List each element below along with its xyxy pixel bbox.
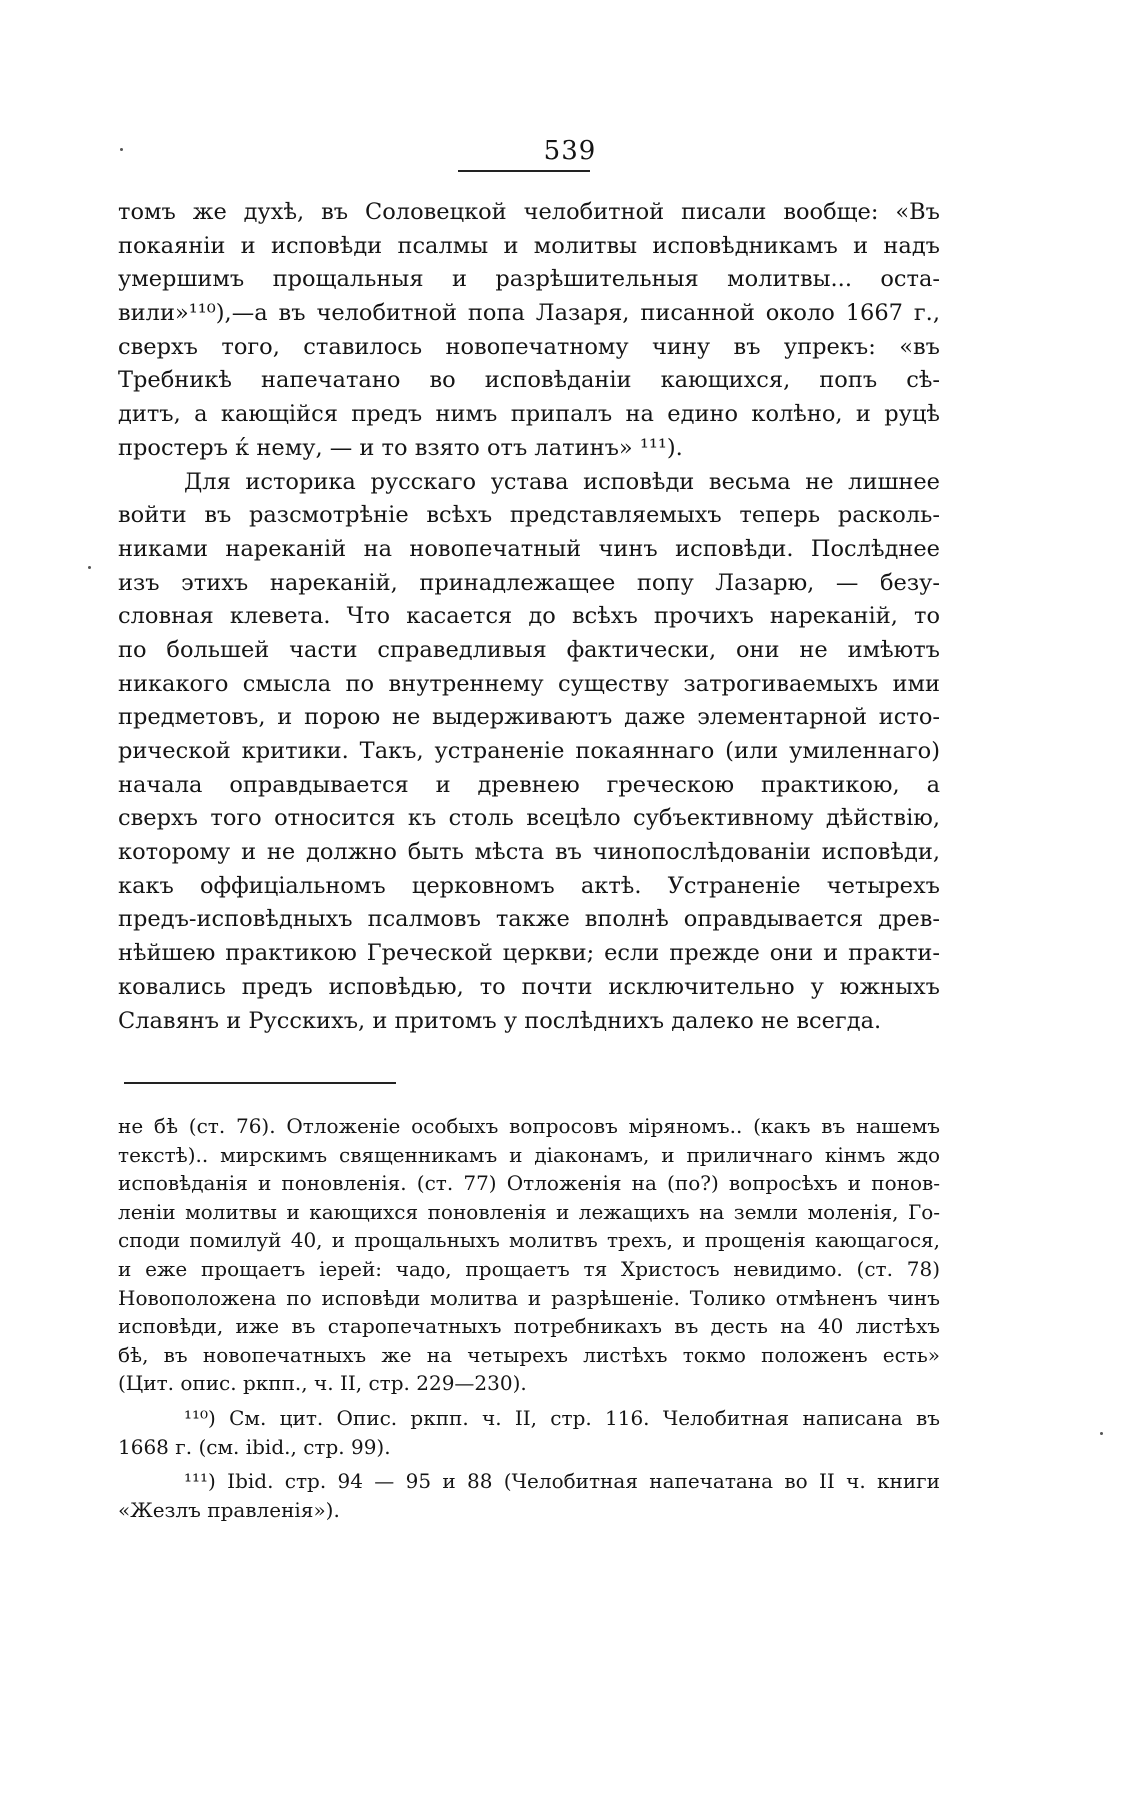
header-rule <box>458 170 590 172</box>
text-line: вили»¹¹⁰),—а въ челобитной попа Лазаря, писанной около 1667 г., <box>118 300 940 327</box>
footnote-line: не бѣ (ст. 76). Отложеніе особыхъ вопросовъ міряномъ.. (какъ въ нашемъ <box>118 1114 940 1138</box>
main-text <box>118 196 940 1038</box>
text-line: войти въ разсмотрѣніе всѣхъ представляемыхъ теперь расколь- <box>118 502 940 529</box>
text-line: сверхъ того, ставилось новопечатному чину въ упрекъ: «въ <box>118 333 940 360</box>
text-line: нѣйшею практикою Греческой церкви; если прежде они и практи- <box>118 940 940 967</box>
text-line: ковались предъ исповѣдью, то почти исключительно у южныхъ <box>118 973 940 1000</box>
footnote-line: текстѣ).. мирскимъ священникамъ и діаконамъ, и приличнаго кінмъ ждо <box>118 1142 940 1167</box>
text-line: словная клевета. Что касается до всѣхъ прочихъ нареканій, то <box>118 603 940 630</box>
text-line: Требникѣ напечатано во исповѣданіи кающихся, попъ сѣ- <box>118 367 940 394</box>
text-line: которому и не должно быть мѣста въ чинопослѣдованіи исповѣди, <box>118 839 940 866</box>
text-line: Славянъ и Русскихъ, и притомъ у послѣднихъ далеко не всегда. <box>118 1007 882 1034</box>
footnote-111: ¹¹¹) Ibid. стр. 94 — 95 и 88 (Челобитная напечатана во II ч. книги <box>184 1469 940 1494</box>
footnote-rule <box>124 1082 396 1084</box>
text-line: никакого смысла по внутреннему существу затрогиваемыхъ ими <box>118 670 940 697</box>
text-line: предъ-исповѣдныхъ псалмовъ также вполнѣ оправдывается древ- <box>118 906 940 933</box>
scan-speck <box>88 566 91 569</box>
scan-speck <box>1100 1432 1103 1435</box>
text-line: рической критики. Такъ, устраненіе покаяннаго (или умиленнаго) <box>118 738 940 764</box>
text-line: умершимъ прощальныя и разрѣшительныя молитвы... оста- <box>118 266 940 293</box>
text-line: томъ же духѣ, въ Соловецкой челобитной писали вообще: «Въ <box>118 199 940 225</box>
footnote-110-cont: 1668 г. (см. ibid., стр. 99). <box>118 1434 391 1459</box>
text-line: сверхъ того относится къ столь всецѣло субъективному дѣйствію, <box>118 805 940 832</box>
footnotes <box>118 1112 940 1524</box>
footnote-line: бѣ, въ новопечатныхъ же на четырехъ листѣхъ токмо положенъ есть» <box>118 1342 940 1367</box>
text-line: покаяніи и исповѣди псалмы и молитвы исповѣдникамъ и надъ <box>118 232 940 259</box>
footnote-110: ¹¹⁰) См. цит. Опис. ркпп. ч. II, стр. 116. Челобитная написана въ <box>184 1405 940 1430</box>
scan-speck <box>120 148 123 151</box>
footnote-line: исповѣданія и поновленія. (ст. 77) Отложенія на (по?) вопросѣхъ и понов- <box>118 1171 940 1196</box>
text-line: предметовъ, и порою не выдерживаютъ даже элементарной исто- <box>118 704 940 731</box>
footnote-line: и еже прощаетъ іерей: чадо, прощаетъ тя Христосъ невидимо. (ст. 78) <box>118 1256 940 1281</box>
footnote-line: леніи молитвы и кающихся поновленія и лежащихъ на земли моленія, Го- <box>118 1199 940 1224</box>
text-line: изъ этихъ нареканій, принадлежащее попу Лазарю, — безу- <box>118 569 940 596</box>
footnote-line: исповѣди, иже въ старопечатныхъ потребникахъ въ десть на 40 листѣхъ <box>118 1314 940 1339</box>
footnote-line: Новоположена по исповѣди молитва и разрѣшеніе. Толико отмѣненъ чинъ <box>118 1285 940 1310</box>
footnote-line: споди помилуй 40, и прощальныхъ молитвъ трехъ, и прощенія кающагося, <box>118 1228 940 1253</box>
text-line: простеръ ќ нему, — и то взято отъ латинъ» ¹¹¹). <box>118 434 683 461</box>
footnote-line: (Цит. опис. ркпп., ч. II, стр. 229—230). <box>118 1371 527 1396</box>
text-line: по большей части справедливыя фактически, они не имѣютъ <box>118 636 940 663</box>
text-line: Для историка русскаго устава исповѣди весьма не лишнее <box>184 468 940 495</box>
text-line: какъ оффиціальномъ церковномъ актѣ. Устраненіе четырехъ <box>118 872 940 899</box>
page-number: 539 <box>543 136 597 166</box>
text-line: дитъ, а кающійся предъ нимъ припалъ на едино колѣно, и руцѣ <box>118 401 940 428</box>
text-line: начала оправдывается и древнею греческою практикою, а <box>118 771 940 798</box>
text-line: никами нареканій на новопечатный чинъ исповѣди. Послѣднее <box>118 535 940 562</box>
footnote-111-cont: «Жезлъ правленія»). <box>118 1497 340 1522</box>
